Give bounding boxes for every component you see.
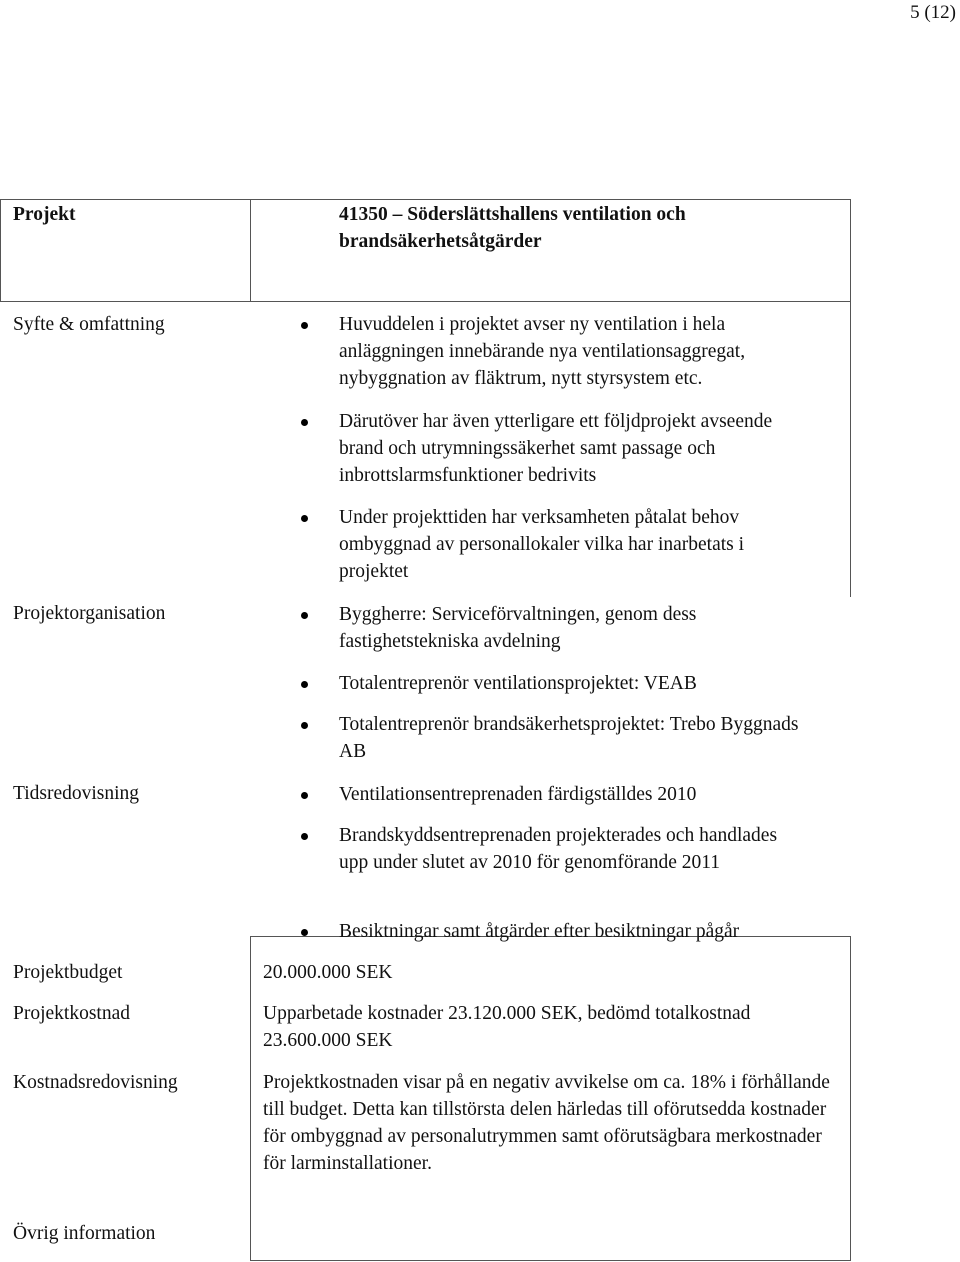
border-mid-top <box>250 199 251 301</box>
bullet-icon <box>301 792 308 799</box>
syfte-item-1: Huvuddelen i projektet avser ny ventilation i hela anläggningen innebärande nya ventilationsaggregat, nybyggnation av fläktrum, nytt styrsystem etc. <box>339 314 746 389</box>
border-bottom <box>250 1260 851 1261</box>
border-mid-bottom <box>250 936 251 1260</box>
organisation-item-2: Totalentreprenör ventilationsprojektet: VEAB <box>339 673 697 694</box>
bullet-icon <box>301 833 308 840</box>
label-kostnad: Projektkostnad <box>13 1003 130 1024</box>
bullet-icon <box>301 419 308 426</box>
tids-item-3: Besiktningar samt åtgärder efter besiktningar pågår <box>339 921 740 942</box>
tids-item-1: Ventilationsentreprenaden färdigställdes 2010 <box>339 784 697 805</box>
kostnadsredovisning-value: Projektkostnaden visar på en negativ avvikelse om ca. 18% i förhållande till budget. Detta kan tillstörsta delen härledas till oförutsedda kostnader för ombyggnad av personalutrymmen samt oförutsägbara merkostnader för larminstallationer. <box>263 1072 830 1174</box>
border-left-top <box>0 199 1 301</box>
organisation-item-1: Byggherre: Serviceförvaltningen, genom dess fastighetstekniska avdelning <box>339 604 697 652</box>
tids-item-2: Brandskyddsentreprenaden projekterades och handlades upp under slutet av 2010 för genomförande 2011 <box>339 825 778 873</box>
label-organisation: Projektorganisation <box>13 603 166 624</box>
label-budget: Projektbudget <box>13 962 123 983</box>
border-row-1 <box>0 301 851 302</box>
border-right-upper <box>850 199 851 597</box>
label-ovrig: Övrig information <box>13 1223 156 1244</box>
label-tidsredovisning: Tidsredovisning <box>13 783 140 804</box>
label-projekt: Projekt <box>13 204 76 225</box>
bullet-icon <box>301 612 308 619</box>
bullet-icon <box>301 722 308 729</box>
page-number: 5 (12) <box>910 2 956 23</box>
label-syfte: Syfte & omfattning <box>13 314 165 335</box>
bullet-icon <box>301 929 308 936</box>
bullet-icon <box>301 322 308 329</box>
syfte-item-3: Under projekttiden har verksamheten påtalat behov ombyggnad av personallokaler vilka har inarbetats i projektet <box>339 507 745 582</box>
project-title: 41350 – Söderslättshallens ventilation och brandsäkerhetsåtgärder <box>339 204 686 252</box>
organisation-item-3: Totalentreprenör brandsäkerhetsprojektet: Trebo Byggnads AB <box>339 714 799 762</box>
bullet-icon <box>301 515 308 522</box>
kostnad-value: Upparbetade kostnader 23.120.000 SEK, bedömd totalkostnad 23.600.000 SEK <box>263 1003 751 1051</box>
budget-value: 20.000.000 SEK <box>263 962 393 983</box>
border-top <box>0 199 851 200</box>
border-right-bottom <box>850 936 851 1260</box>
syfte-item-2: Därutöver har även ytterligare ett följdprojekt avseende brand och utrymningssäkerhet samt passage och inbrottslarmsfunktioner bedrivits <box>339 411 773 486</box>
bullet-icon <box>301 681 308 688</box>
label-kostnadsredovisning: Kostnadsredovisning <box>13 1072 178 1093</box>
